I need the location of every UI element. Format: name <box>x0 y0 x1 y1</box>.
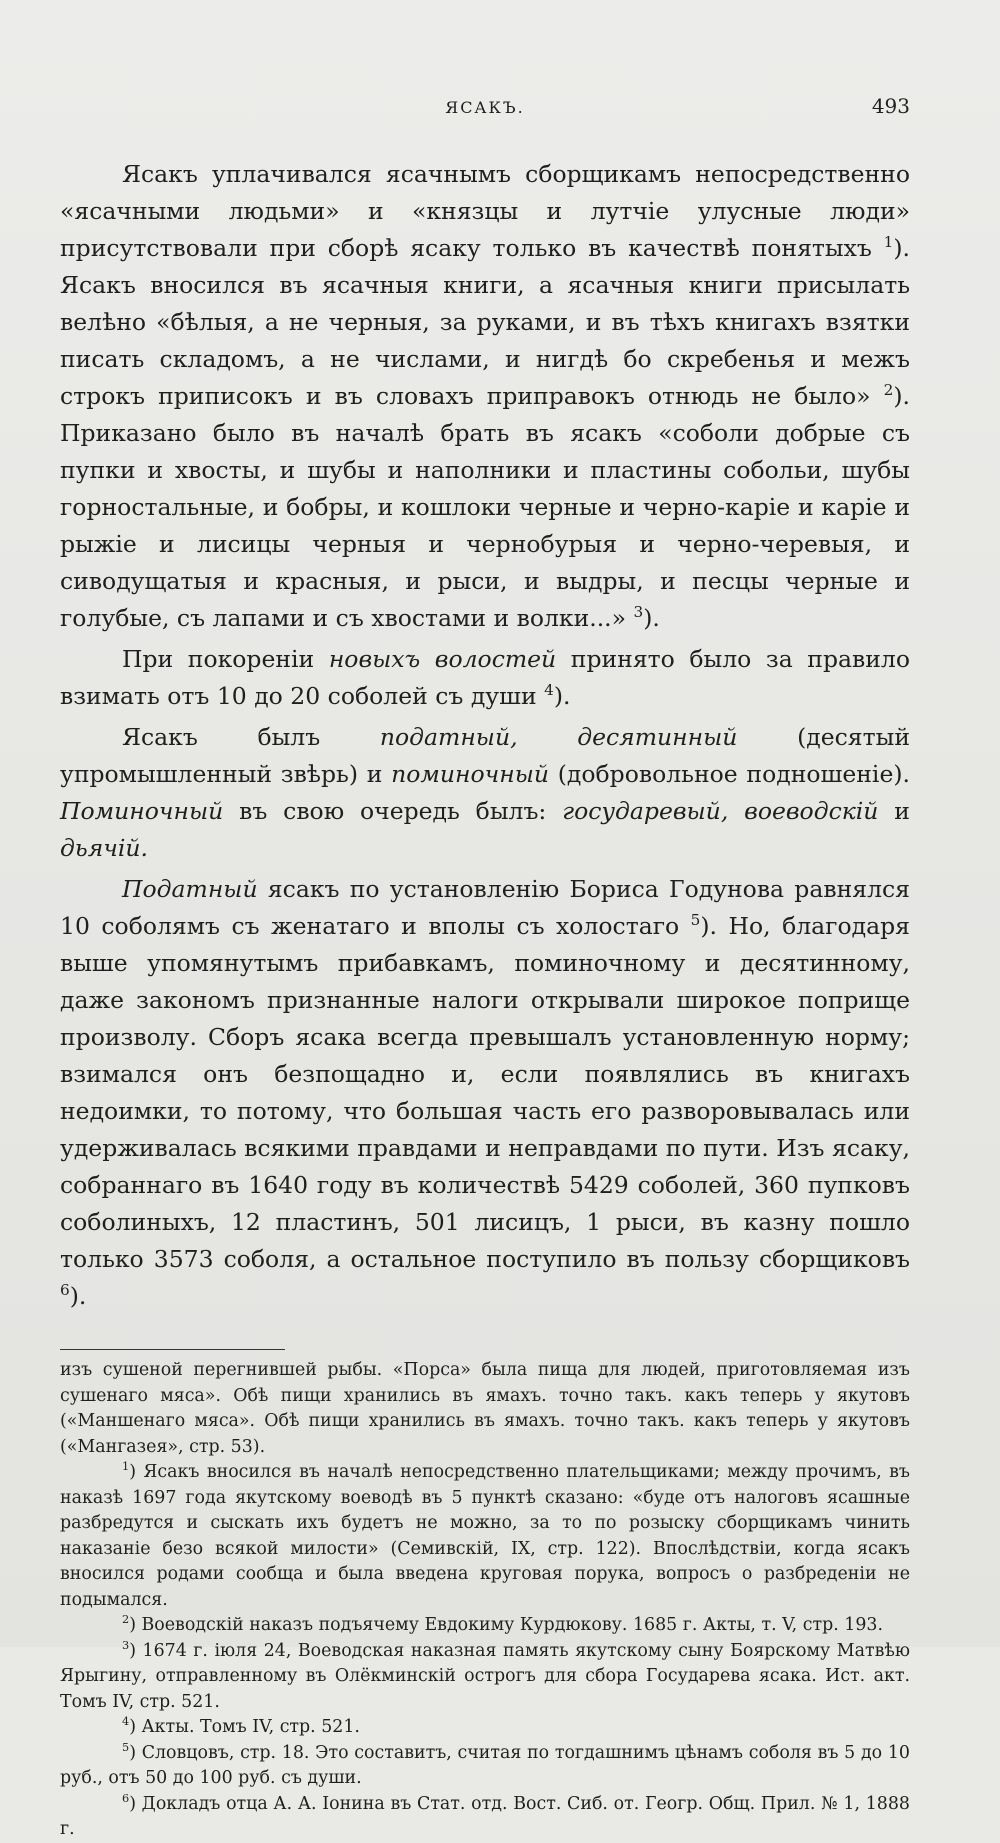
footnote-ref-2: 2 <box>883 381 894 400</box>
footnote-text: ) Словцовъ, стр. 18. Это составитъ, считая по тогдашнимъ цѣнамъ соболя въ 5 до 10 руб., отъ 50 до 100 руб. съ души. <box>60 1742 910 1788</box>
footnote-text: ) Докладъ отца А. А. Іонина въ Стат. отд. Вост. Сиб. от. Геогр. Общ. Прил. № 1, 1888 г. <box>60 1793 910 1839</box>
text-run: ). Приказано было въ началѣ брать въ ясакъ «соболи добрые съ пупки и хвосты, и шубы и наполники и пластины собольи, шубы горностальные, и бобры, и кошлоки черные и черно-каріе и каріе и рыжіе и лисицы черныя и чернобурыя и черно-черевыя, и сиводущатыя и красныя, и рыси, и выдры, и песцы черные и голубые, съ лапами и съ хвостами и волки...» <box>60 382 910 632</box>
footnote-marker: 1 <box>122 1460 130 1474</box>
paragraph-4 <box>60 871 910 1315</box>
footnote-marker: 3 <box>122 1638 130 1652</box>
footnote-divider <box>60 1349 285 1350</box>
running-header <box>60 88 910 128</box>
footnote-marker: 4 <box>122 1715 130 1729</box>
emphasis: дьячій. <box>60 834 148 862</box>
footnote-marker: 6 <box>122 1791 130 1805</box>
paragraph-2 <box>60 641 910 715</box>
text-run: и <box>894 797 910 825</box>
text-run: ). Но, благодаря выше упомянутымъ прибавкамъ, поминочному и десятинному, даже закономъ признанные налоги открывали широкое поприще произволу. Сборъ ясака всегда превышалъ установленную норму; взимался онъ безпощадно и, если появлялись въ книгахъ недоимки, то потому, что большая часть его разворовывалась или удерживалась всякими правдами и неправдами по пути. Изъ ясаку, собраннаго въ 1640 году въ количествѣ 5429 соболей, 360 пупковъ соболиныхъ, 12 пластинъ, 501 лисицъ, 1 рыси, въ казну пошло только 3573 соболя, а остальное поступило въ пользу сборщиковъ <box>60 912 910 1273</box>
footnote-1 <box>60 1460 910 1613</box>
emphasis: податный, десятинный <box>379 723 738 751</box>
text-run: принято было за правило взимать отъ 10 до 20 соболей съ души <box>60 645 910 710</box>
footnote-ref-5: 5 <box>690 911 701 930</box>
footnote-6 <box>60 1792 910 1843</box>
footnote-text: ) Воеводскій наказъ подъячему Евдокиму Курдюкову. 1685 г. Акты, т. V, стр. 193. <box>129 1615 883 1635</box>
footnote-ref-1: 1 <box>883 233 894 252</box>
text-run: (десятый упромышленный звѣрь) и <box>60 723 910 788</box>
footnote-ref-4: 4 <box>544 681 554 700</box>
page-number: 493 <box>871 94 910 118</box>
footnote-text: ) 1674 г. іюля 24, Воеводская наказная память якутскому сыну Боярскому Матвѣю Ярыгину, отправленному въ Олёкминскій острогъ для сбора Государева ясака. Ист. акт. Томъ IV, стр. 521. <box>60 1640 910 1712</box>
footnote-ref-3: 3 <box>633 603 644 622</box>
footnote-3 <box>60 1639 910 1716</box>
paragraph-3 <box>60 719 910 867</box>
footnote-marker: 5 <box>122 1740 130 1754</box>
text-run: ). Ясакъ вносился въ ясачныя книги, а ясачныя книги присылать велѣно «бѣлыя, а не черныя, за руками, и въ тѣхъ книгахъ взятки писать складомъ, а не числами, и нигдѣ бо скребенья и межъ строкъ приписокъ и въ словахъ приправокъ отнюдь не было» <box>60 234 910 410</box>
text-run: При покореніи <box>122 645 315 673</box>
emphasis: Поминочный <box>60 797 224 825</box>
text-run: (добровольное подношеніе). <box>557 760 910 788</box>
text-run: ). <box>553 682 571 710</box>
main-text <box>60 156 910 1315</box>
text-run: Ясакъ былъ <box>122 723 321 751</box>
emphasis: государевый, воеводскій <box>562 797 879 825</box>
text-run: Ясакъ уплачивался ясачнымъ сборщикамъ непосредственно «ясачными людьми» и «князцы и лутчіе улусные люди» присутствовали при сборѣ ясаку только въ качествѣ понятыхъ <box>60 160 910 262</box>
footnote-2 <box>60 1613 910 1639</box>
text-run: въ свою очередь былъ: <box>239 797 547 825</box>
running-title: ЯСАКЪ. <box>445 98 525 117</box>
footnote-marker: 2 <box>122 1613 130 1627</box>
footnote-text: ) Акты. Томъ IV, стр. 521. <box>129 1717 360 1737</box>
emphasis: поминочный <box>391 760 550 788</box>
footnote-4 <box>60 1715 910 1741</box>
footnotes <box>60 1358 910 1843</box>
text-run: ). <box>69 1282 87 1310</box>
emphasis: новыхъ волостей <box>328 645 557 673</box>
footnote-continuation: изъ сушеной перегнившей рыбы. «Порса» была пища для людей, приготовляемая изъ сушенаго мяса». Обѣ пищи хранились въ ямахъ. точно такъ. какъ теперь у якутовъ («Маншенаго мяса». Обѣ пищи хранились въ ямахъ. точно такъ. какъ теперь у якутовъ («Мангазея», стр. 53). <box>60 1360 910 1457</box>
text-run: ясакъ по установленію Бориса Годунова равнялся 10 соболямъ съ женатаго и вполы съ холостаго <box>60 875 910 940</box>
emphasis: Податный <box>122 875 258 903</box>
footnote-text: ) Ясакъ вносился въ началѣ непосредственно плательщиками; между прочимъ, въ наказѣ 1697 года якутскому воеводѣ въ 5 пунктѣ сказано: «буде отъ налоговъ ясашные разбредутся и сыскать ихъ будетъ не можно, за то по розыску сборщикамъ чинить наказаніе безо всякой милости» (Семивскій, IX, стр. 122). Впослѣдствіи, когда ясакъ вносился родами сообща и была введена круговая порука, вопросъ о разбреденіи не подымался. <box>60 1462 910 1610</box>
footnote-ref-6: 6 <box>60 1281 70 1300</box>
text-run: ). <box>643 604 660 632</box>
footnote-5 <box>60 1741 910 1792</box>
paragraph-1 <box>60 156 910 637</box>
